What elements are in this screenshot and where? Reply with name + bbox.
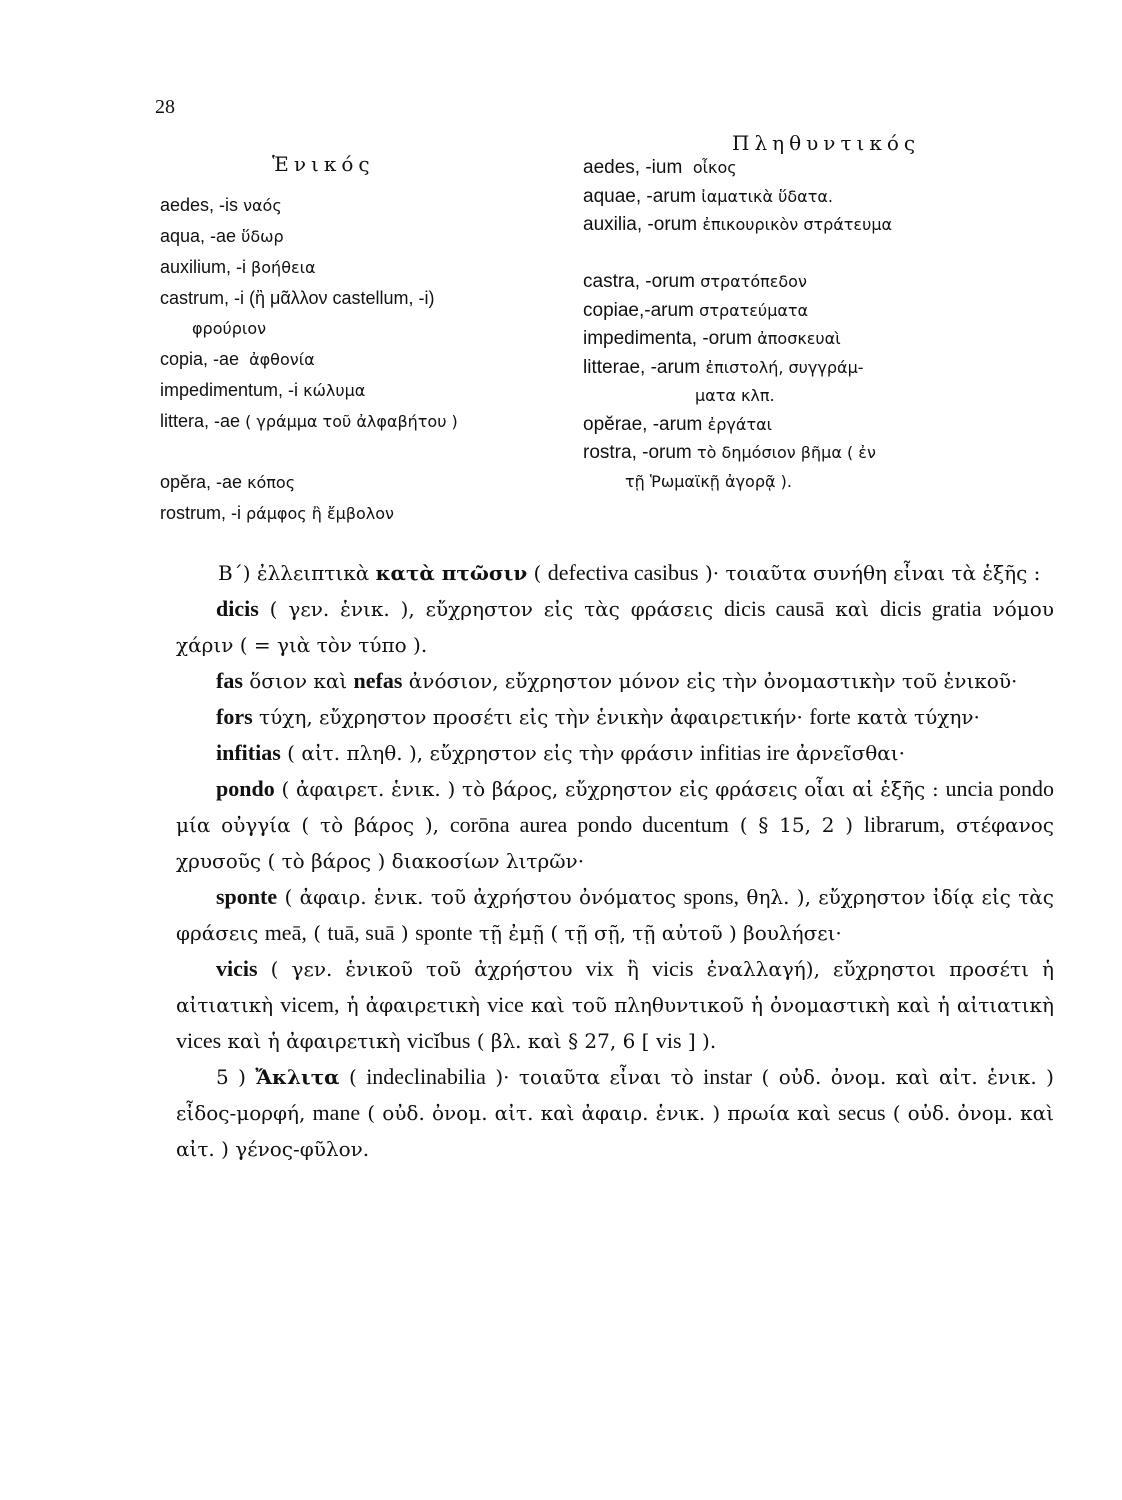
singular-entry: auxilium, -i βοήθεια bbox=[160, 257, 316, 277]
pondo-paragraph: pondo ( ἀφαιρετ. ἑνικ. ) τὸ βάρος, εὔχρηστον εἰς φράσεις οἷαι αἱ ἑξῆς : uncia pondo μία οὐγγία ( τὸ βάρος ), corōna aurea pondo ducentum ( § 15, 2 ) librarum, στέφανος χρυσοῦς ( τὸ βάρος ) διακοσίων λιτρῶν· bbox=[176, 776, 1054, 873]
infitias-paragraph: infitias ( αἰτ. πληθ. ), εὔχρηστον εἰς τὴν φράσιν infitias ire ἀρνεῖσθαι· bbox=[216, 740, 905, 765]
plural-entry: τῇ Ῥωμαϊκῇ ἀγορᾷ ). bbox=[625, 471, 792, 491]
singular-column-heading: Ἑνικός bbox=[272, 152, 375, 176]
singular-entry: opĕra, -ae κόπος bbox=[160, 472, 296, 492]
plural-column bbox=[583, 154, 1053, 496]
singular-column bbox=[160, 190, 580, 529]
plural-entry: aedes, -ium οἶκος bbox=[583, 157, 737, 178]
section-b-paragraph: Β΄) ἐλλειπτικὰ κατὰ πτῶσιν ( defectiva casibus )· τοιαῦτα συνήθη εἶναι τὰ ἑξῆς : bbox=[218, 560, 1041, 585]
singular-entry: copia, -ae ἀφθονία bbox=[160, 349, 315, 369]
singular-entry: φρούριον bbox=[192, 319, 267, 338]
singular-entry: impedimentum, -i κώλυμα bbox=[160, 380, 366, 400]
plural-entry: castra, -orum στρατόπεδον bbox=[583, 271, 807, 292]
plural-column-heading: Πληθυντικός bbox=[732, 131, 921, 155]
bleed-through-line bbox=[690, 128, 696, 149]
plural-entry: litterae, -arum ἐπιστολή, συγγράμ- bbox=[583, 356, 864, 378]
fors-paragraph: fors τύχη, εὔχρηστον προσέτι εἰς τὴν ἑνικὴν ἀφαιρετικήν· forte κατὰ τύχην· bbox=[216, 704, 980, 729]
fas-paragraph: fas ὅσιον καὶ nefas ἀνόσιον, εὔχρηστον μόνον εἰς τὴν ὀνομαστικὴν τοῦ ἑνικοῦ· bbox=[216, 668, 1018, 693]
plural-entry: copiae,-arum στρατεύματα bbox=[583, 299, 809, 321]
singular-entry: rostrum, -i ράμφος ἢ ἔμβολον bbox=[160, 503, 394, 523]
singular-entry: littera, -ae ( γράμμα τοῦ ἀλφαβήτου ) bbox=[160, 411, 458, 431]
singular-entry-spacer bbox=[160, 437, 580, 467]
singular-entry: aqua, -ae ὕδωρ bbox=[160, 226, 284, 246]
singular-entry: aedes, -is ναός bbox=[160, 195, 282, 215]
singular-entry: castrum, -i (ἢ μᾶλλον castellum, -i) bbox=[160, 288, 435, 308]
plural-entry: ματα κλπ. bbox=[695, 386, 775, 405]
dicis-paragraph: dicis ( γεν. ἑνικ. ), εὔχρηστον εἰς τὰς φράσεις dicis causā καὶ dicis gratia νόμου χάριν ( = γιὰ τὸν τύπο ). bbox=[176, 596, 1054, 657]
plural-entry: aquae, -arum ἰαματικὰ ὕδατα. bbox=[583, 185, 833, 207]
plural-entry: opĕrae, -arum ἐργάται bbox=[583, 413, 773, 435]
sponte-paragraph: sponte ( ἀφαιρ. ἑνικ. τοῦ ἀχρήστου ὀνόματος spons, θηλ. ), εὔχρηστον ἰδίᾳ εἰς τὰς φράσεις meā, ( tuā, suā ) sponte τῇ ἐμῇ ( τῇ σῇ, τῇ αὐτοῦ ) βουλήσει· bbox=[176, 884, 1054, 945]
plural-entry-spacer bbox=[583, 240, 1053, 269]
plural-entry: rostra, -orum τὸ δημόσιον βῆμα ( ἐν bbox=[583, 442, 876, 463]
plural-entry: auxilia, -orum ἐπικουρικὸν στράτευμα bbox=[583, 214, 893, 235]
section-5-paragraph: 5 ) Ἄκλιτα ( indeclinabilia )· τοιαῦτα εἶναι τὸ instar ( οὐδ. ὀνομ. καὶ αἰτ. ἑνικ. ) εἶδος-μορφή, mane ( οὐδ. ὀνομ. αἰτ. καὶ ἀφαιρ. ἑνικ. ) πρωία καὶ secus ( οὐδ. ὀνομ. καὶ αἰτ. ) γένος-φῦλον. bbox=[176, 1064, 1054, 1161]
page-number: 28 bbox=[155, 96, 175, 118]
plural-entry: impedimenta, -orum ἀποσκευαὶ bbox=[583, 328, 841, 349]
vicis-paragraph: vicis ( γεν. ἑνικοῦ τοῦ ἀχρήστου vix ἢ vicis ἐναλλαγή), εὔχρηστοι προσέτι ἡ αἰτιατικὴ vicem, ἡ ἀφαιρετικὴ vice καὶ τοῦ πληθυντικοῦ ἡ ὀνομαστικὴ καὶ ἡ αἰτιατικὴ vices καὶ ἡ ἀφαιρετικὴ vicĭbus ( βλ. καὶ § 27, 6 [ vis ] ). bbox=[176, 956, 1055, 1053]
body-text bbox=[176, 555, 1054, 1167]
